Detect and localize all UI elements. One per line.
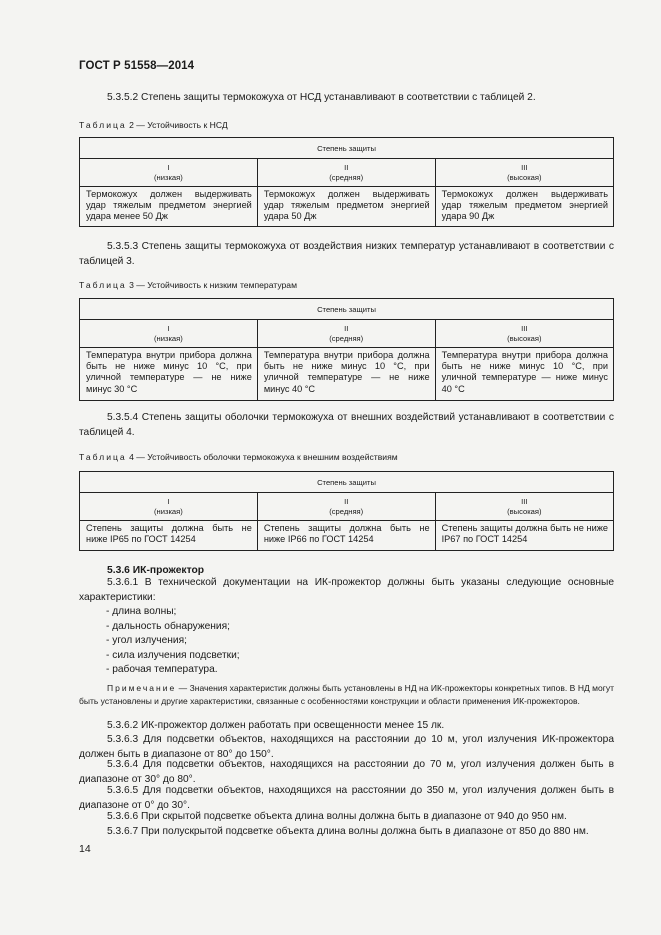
paragraph-5-3-6-2: 5.3.6.2 ИК-прожектор должен работать при освещенности менее 15 лк. bbox=[107, 720, 445, 731]
table-2-caption-title: 2 — Устойчивость к НСД bbox=[129, 120, 228, 130]
level-name: (низкая) bbox=[154, 506, 183, 516]
table-cell: Термокожух должен выдерживать удар тяжелым предметом энергией удара 50 Дж bbox=[257, 187, 435, 227]
table-header: Степень защиты bbox=[80, 138, 614, 159]
table-4-caption-word: Таблица bbox=[79, 452, 127, 462]
table-header: Степень защиты bbox=[80, 472, 614, 493]
level-number: I bbox=[167, 496, 170, 506]
level-number: II bbox=[344, 496, 349, 506]
list-item: - длина волны; bbox=[106, 606, 177, 617]
level-number: III bbox=[521, 162, 528, 172]
level-number: I bbox=[167, 162, 170, 172]
level-number: II bbox=[344, 323, 349, 333]
table-4-caption-title: 4 — Устойчивость оболочки термокожуха к внешним воздействиям bbox=[129, 452, 398, 462]
page-number: 14 bbox=[79, 843, 91, 855]
paragraph-5-3-5-4: 5.3.5.4 Степень защиты оболочки термокожуха от внешних воздействий устанавливают в соответствии с таблицей 4. bbox=[79, 412, 614, 438]
table-cell: Степень защиты должна быть не ниже IP65 по ГОСТ 14254 bbox=[80, 521, 258, 551]
level-name: (высокая) bbox=[507, 333, 542, 343]
level-name: (средняя) bbox=[329, 333, 364, 343]
level-number: II bbox=[344, 162, 349, 172]
table-2 bbox=[79, 137, 614, 227]
table-2-caption bbox=[79, 120, 228, 130]
level-name: (низкая) bbox=[154, 333, 183, 343]
section-heading-5-3-6: 5.3.6 ИК-прожектор bbox=[107, 565, 205, 576]
level-header bbox=[80, 159, 258, 187]
level-name: (высокая) bbox=[507, 172, 542, 182]
table-cell: Температура внутри прибора должна быть не ниже минус 10 °С, при уличной температуре — ниже минус 40 °С bbox=[435, 348, 613, 401]
list-item: - дальность обнаружения; bbox=[106, 621, 230, 632]
paragraph-5-3-6-1: 5.3.6.1 В технической документации на ИК-прожектор должны быть указаны следующие основные характеристики: bbox=[79, 577, 614, 603]
paragraph-5-3-6-3: 5.3.6.3 Для подсветки объектов, находящихся на расстоянии до 10 м, угол излучения ИК-прожектора должен быть в диапазоне от 80° до 150°. bbox=[79, 734, 614, 760]
level-header bbox=[257, 493, 435, 521]
table-3 bbox=[79, 298, 614, 401]
paragraph-5-3-6-6: 5.3.6.6 При скрытой подсветке объекта длина волны должна быть в диапазоне от 940 до 950 нм. bbox=[107, 811, 567, 822]
note-label: Примечание bbox=[107, 683, 177, 693]
list-item: - сила излучения подсветки; bbox=[106, 650, 240, 661]
note-text: — Значения характеристик должны быть установлены в НД на ИК-прожекторы конкретных типов. В НД могут быть установлены и другие характеристики, связанные с особенностями конструкции и области применения ИК-прожекторов. bbox=[79, 683, 614, 706]
table-4 bbox=[79, 471, 614, 551]
table-cell: Степень защиты должна быть не ниже IP67 по ГОСТ 14254 bbox=[435, 521, 613, 551]
table-header: Степень защиты bbox=[80, 299, 614, 320]
table-cell: Термокожух должен выдерживать удар тяжелым предметом энергией удара менее 50 Дж bbox=[80, 187, 258, 227]
level-header bbox=[257, 320, 435, 348]
list-item: - угол излучения; bbox=[106, 635, 187, 646]
note bbox=[79, 682, 614, 708]
paragraph-5-3-5-2: 5.3.5.2 Степень защиты термокожуха от НСД устанавливают в соответствии с таблицей 2. bbox=[107, 92, 536, 103]
level-header bbox=[435, 159, 613, 187]
level-header bbox=[435, 320, 613, 348]
paragraph-5-3-6-7: 5.3.6.7 При полускрытой подсветке объекта длина волны должна быть в диапазоне от 850 до 880 нм. bbox=[107, 826, 589, 837]
table-3-caption bbox=[79, 280, 297, 290]
level-header bbox=[80, 320, 258, 348]
table-cell: Температура внутри прибора должна быть не ниже минус 10 °С, при уличной температуре — не ниже минус 40 °С bbox=[257, 348, 435, 401]
table-cell: Температура внутри прибора должна быть не ниже минус 10 °С, при уличной температуре — не ниже минус 30 °С bbox=[80, 348, 258, 401]
level-name: (низкая) bbox=[154, 172, 183, 182]
table-3-caption-title: 3 — Устойчивость к низким температурам bbox=[129, 280, 297, 290]
level-number: III bbox=[521, 496, 528, 506]
level-header bbox=[80, 493, 258, 521]
document-header: ГОСТ Р 51558—2014 bbox=[79, 60, 195, 72]
level-number: I bbox=[167, 323, 170, 333]
level-number: III bbox=[521, 323, 528, 333]
level-header bbox=[257, 159, 435, 187]
paragraph-5-3-6-4: 5.3.6.4 Для подсветки объектов, находящихся на расстоянии до 70 м, угол излучения должен быть в диапазоне от 30° до 80°. bbox=[79, 759, 614, 785]
table-cell: Степень защиты должна быть не ниже IP66 по ГОСТ 14254 bbox=[257, 521, 435, 551]
paragraph-5-3-5-3: 5.3.5.3 Степень защиты термокожуха от воздействия низких температур устанавливают в соответствии с таблицей 3. bbox=[79, 241, 614, 267]
table-4-caption bbox=[79, 452, 398, 462]
paragraph-5-3-6-5: 5.3.6.5 Для подсветки объектов, находящихся на расстоянии до 350 м, угол излучения должен быть в диапазоне от 0° до 30°. bbox=[79, 785, 614, 811]
level-name: (средняя) bbox=[329, 172, 364, 182]
level-header bbox=[435, 493, 613, 521]
list-item: - рабочая температура. bbox=[106, 664, 218, 675]
table-3-caption-word: Таблица bbox=[79, 280, 127, 290]
level-name: (средняя) bbox=[329, 506, 364, 516]
level-name: (высокая) bbox=[507, 506, 542, 516]
table-2-caption-word: Таблица bbox=[79, 120, 127, 130]
table-cell: Термокожух должен выдерживать удар тяжелым предметом энергией удара 90 Дж bbox=[435, 187, 613, 227]
